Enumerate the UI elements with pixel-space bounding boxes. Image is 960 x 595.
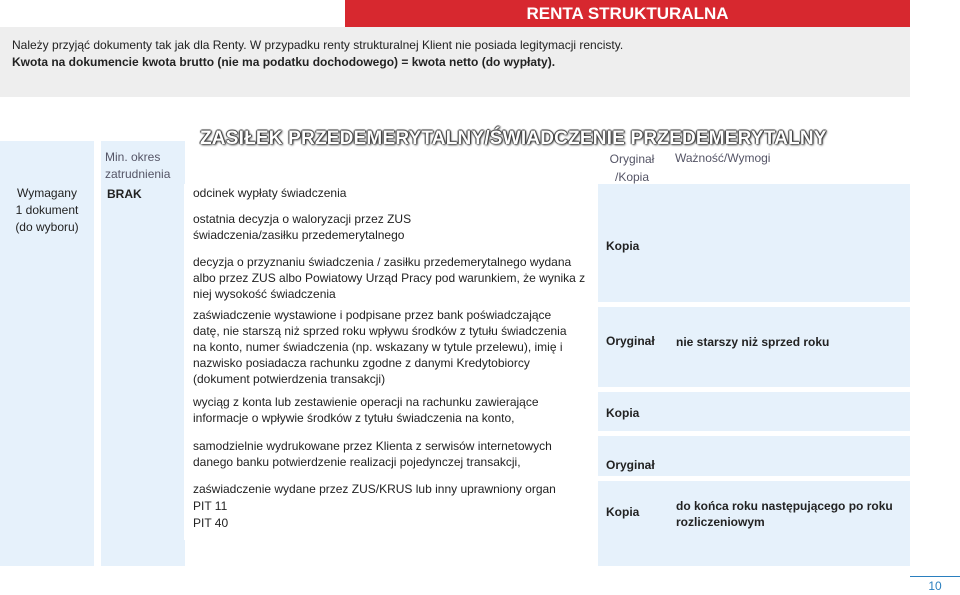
validity-value: do końca roku następującego po roku rozliczeniowym [676, 499, 893, 529]
intro-line-2: Kwota na dokumencie kwota brutto (nie ma podatku dochodowego) = kwota netto (do wypłaty). [12, 55, 556, 69]
required-label: Wymagany 1 dokument (do wyboru) [15, 186, 79, 234]
original-copy-value: Kopia [606, 406, 640, 420]
section-heading: ZASIŁEK PRZEDEMERYTALNY/ŚWIADCZENIE PRZEDEMERYTALNY [200, 128, 827, 149]
document-item: ostatnia decyzja o waloryzacji przez ZUS świadczenia/zasiłku przedemerytalnego [193, 212, 412, 242]
document-item: zaświadczenie wystawione i podpisane przez bank poświadczające datę, nie starszą niż sprzed roku wpływu środków z tytułu świadczenia na konto, numer świadczenia (np. wskazany w tytule przelewu), imię i nazwisko posiadacza rachunku zgodne z danymi Kredytobiorcy (dokument potwierdzenia transakcji) [193, 308, 567, 386]
min-period-header: Min. okres zatrudnienia [105, 150, 171, 181]
required-column [0, 141, 94, 566]
min-period-column [101, 141, 185, 566]
validity-value: nie starszy niż sprzed roku [676, 335, 830, 349]
document-item: odcinek wypłaty świadczenia [193, 186, 347, 200]
document-item-pit11: PIT 11 [193, 499, 228, 513]
min-period-value: BRAK [107, 187, 142, 201]
validity-header: Ważność/Wymogi [675, 151, 771, 165]
page-title-bar [345, 0, 910, 27]
row-separator [184, 387, 910, 392]
page-number: 10 [910, 576, 960, 595]
intro-box [0, 27, 910, 97]
document-item: decyzja o przyznaniu świadczenia / zasiłku przedemerytalnego wydana albo przez ZUS albo Powiatowy Urząd Pracy pod warunkiem, że wynika z niej wysokość świadczenia [193, 255, 586, 301]
original-copy-value: Oryginał [606, 458, 655, 472]
intro-line-1: Należy przyjąć dokumenty tak jak dla Renty. W przypadku renty strukturalnej Klient nie posiada legitymacji rencisty. [12, 38, 624, 52]
document-item: wyciąg z konta lub zestawienie operacji na rachunku zawierające informacje o wpływie środków z tytułu świadczenia na konto, [193, 395, 539, 425]
document-item-pit40: PIT 40 [193, 516, 229, 530]
original-copy-value: Oryginał [606, 334, 655, 348]
row-separator [184, 431, 910, 436]
document-item: zaświadczenie wydane przez ZUS/KRUS lub inny uprawniony organ [193, 482, 556, 496]
document-item: samodzielnie wydrukowane przez Klienta z serwisów internetowych danego banku potwierdzenie realizacji pojedynczej transakcji, [193, 439, 552, 469]
page-title: RENTA STRUKTURALNA [526, 3, 729, 23]
original-copy-value: Kopia [606, 505, 640, 519]
original-copy-value: Kopia [606, 239, 640, 253]
original-copy-header: Oryginał /Kopia [609, 152, 655, 184]
